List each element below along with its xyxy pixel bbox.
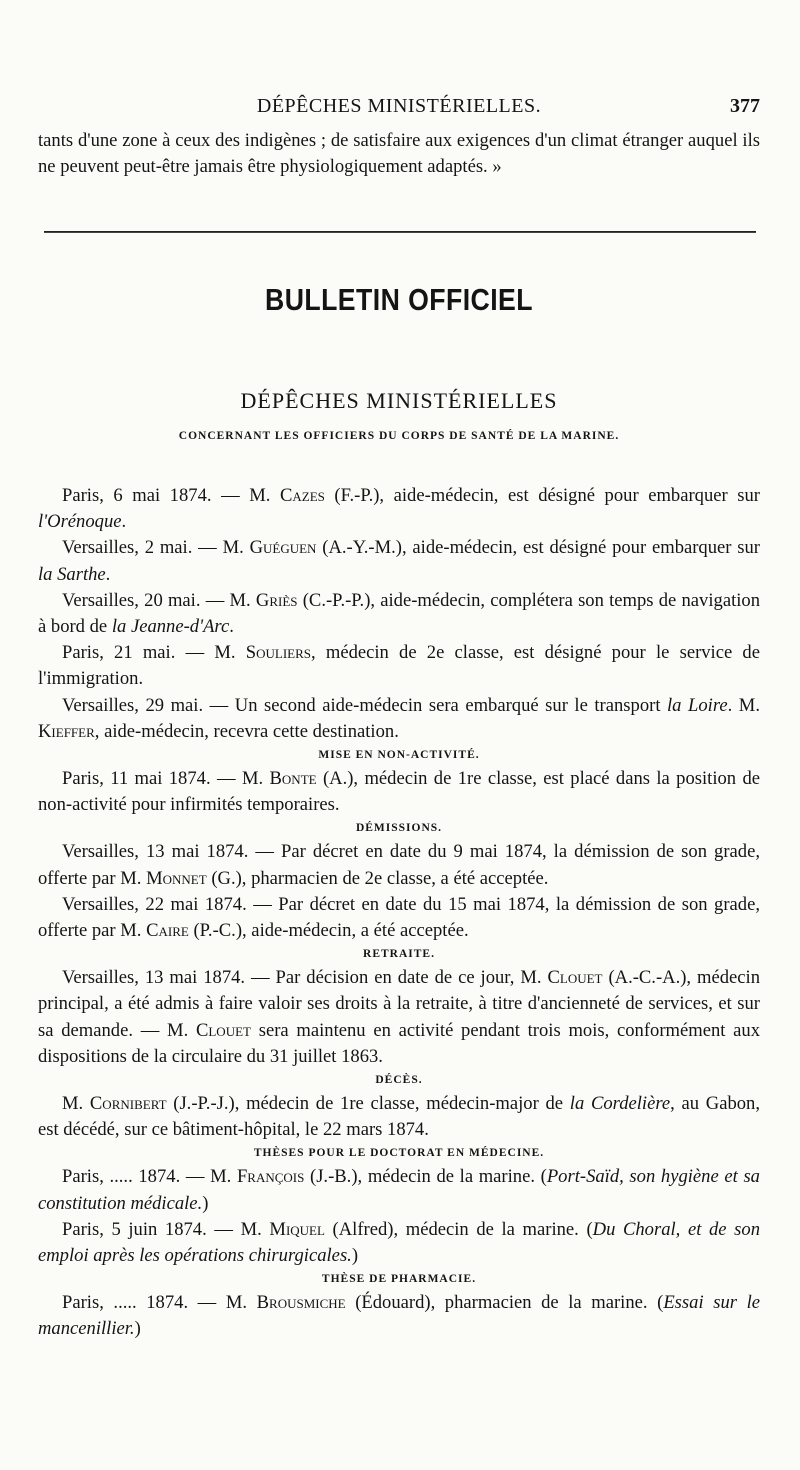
officer-name: Guéguen: [249, 537, 317, 559]
ship-name: la Loire: [667, 694, 728, 716]
section-divider: [44, 231, 756, 233]
officer-name: Kieffer: [38, 720, 95, 742]
officer-name: Caire: [146, 920, 189, 942]
dispatch-entry: Paris, 5 juin 1874. — M. Miquel (Alfred), médecin de la marine. (Du Choral, et de son emploi après les opérations chirurgicales.): [38, 1218, 760, 1267]
dispatch-entry: Versailles, 13 mai 1874. — Par décision en date de ce jour, M. Clouet (A.-C.-A.), médecin principal, a été admis à faire valoir ses droits à la retraite, à titre d'ancienneté de services, et sur sa demande. — M. Clouet sera maintenu en activité pendant trois mois, conformément aux dispositions de la circulaire du 31 juillet 1863.: [38, 967, 760, 1067]
running-head: [38, 95, 760, 121]
section-title: DÉPÊCHES MINISTÉRIELLES: [240, 388, 558, 413]
officer-name: Clouet: [547, 967, 603, 989]
dispatch-entry: M. Cornibert (J.-P.-J.), médecin de 1re classe, médecin-major de la Cordelière, au Gabon, est décédé, sur ce bâtiment-hôpital, le 22 mars 1874.: [38, 1093, 760, 1141]
dispatch-entry: Versailles, 20 mai. — M. Griès (C.-P.-P.), aide-médecin, complétera son temps de navigation à bord de la Jeanne-d'Arc.: [38, 589, 760, 638]
dispatch-entry: Versailles, 29 mai. — Un second aide-médecin sera embarqué sur le transport la Loire. M. Kieffer, aide-médecin, recevra cette destination.: [38, 694, 760, 742]
dispatch-entry: Versailles, 13 mai 1874. — Par décret en date du 9 mai 1874, la démission de son grade, offerte par M. Monnet (G.), pharmacien de 2e classe, a été acceptée.: [38, 841, 760, 889]
page: [38, 0, 760, 1470]
thesis-title: Essai sur le mancenillier.: [38, 1292, 760, 1340]
dispatch-entry: Versailles, 22 mai 1874. — Par décret en date du 15 mai 1874, la démission de son grade, offerte par M. Caire (P.-C.), aide-médecin, a été acceptée.: [38, 893, 760, 942]
subsection-heading: DÉMISSIONS.: [355, 822, 443, 835]
subsection-heading: THÈSES POUR LE DOCTORAT EN MÉDECINE.: [253, 1147, 545, 1160]
officer-name: Souliers: [245, 642, 311, 664]
bulletin-title: BULLETIN OFFICIEL: [265, 282, 533, 317]
officer-name: Clouet: [195, 1019, 251, 1041]
ship-name: l'Orénoque: [38, 511, 122, 533]
dispatch-entry: Paris, 6 mai 1874. — M. Cazes (F.-P.), aide-médecin, est désigné pour embarquer sur l'Orénoque.: [38, 485, 760, 533]
officer-name: Monnet: [146, 867, 207, 889]
dispatch-entry: Paris, ..... 1874. — M. François (J.-B.), médecin de la marine. (Port-Saïd, son hygiène et sa constitution médicale.): [38, 1166, 760, 1214]
thesis-title: Du Choral, et de son emploi après les opérations chirurgicales.: [38, 1218, 760, 1267]
dispatch-entries: [38, 483, 760, 1343]
dispatch-entry: Paris, 11 mai 1874. — M. Bonte (A.), médecin de 1re classe, est placé dans la position de non-activité pour infirmités temporaires.: [38, 768, 761, 816]
dispatch-entry: Paris, ..... 1874. — M. Brousmiche (Édouard), pharmacien de la marine. (Essai sur le mancenillier.): [38, 1292, 760, 1340]
ship-name: la Cordelière: [569, 1093, 671, 1115]
page-number: 377: [730, 95, 760, 117]
officer-name: Brousmiche: [256, 1292, 346, 1314]
lead-paragraph: tants d'une zone à ceux des indigènes ; de satisfaire aux exigences d'un climat étranger auquel ils ne peuvent peut-être jamais être physiologiquement adaptés. »: [38, 130, 760, 178]
thesis-title: Port-Saïd, son hygiène et sa constitution médicale.: [38, 1166, 760, 1214]
subsection-heading: DÉCÈS.: [375, 1074, 423, 1087]
subsection-heading: THÈSE DE PHARMACIE.: [321, 1273, 477, 1286]
dispatch-entry: Versailles, 2 mai. — M. Guéguen (A.-Y.-M.), aide-médecin, est désigné pour embarquer sur la Sarthe.: [38, 537, 761, 585]
subsection-heading: RETRAITE.: [363, 948, 435, 961]
dispatch-entry: Paris, 21 mai. — M. Souliers, médecin de 2e classe, est désigné pour le service de l'immigration.: [38, 642, 760, 690]
officer-name: Griès: [255, 589, 298, 611]
officer-name: Miquel: [269, 1218, 325, 1240]
officer-name: Bonte: [269, 768, 317, 790]
officer-name: Cazes: [279, 485, 325, 506]
ship-name: la Jeanne-d'Arc: [111, 616, 230, 638]
officer-name: Cornibert: [89, 1093, 167, 1115]
officer-name: François: [236, 1166, 305, 1188]
section-subtitle: CONCERNANT LES OFFICIERS DU CORPS DE SANTÉ DE LA MARINE.: [178, 430, 620, 442]
ship-name: la Sarthe: [38, 563, 106, 585]
subsection-heading: MISE EN NON-ACTIVITÉ.: [318, 749, 480, 762]
running-title: DÉPÊCHES MINISTÉRIELLES.: [256, 95, 542, 117]
lead-paragraph-block: [38, 128, 760, 180]
